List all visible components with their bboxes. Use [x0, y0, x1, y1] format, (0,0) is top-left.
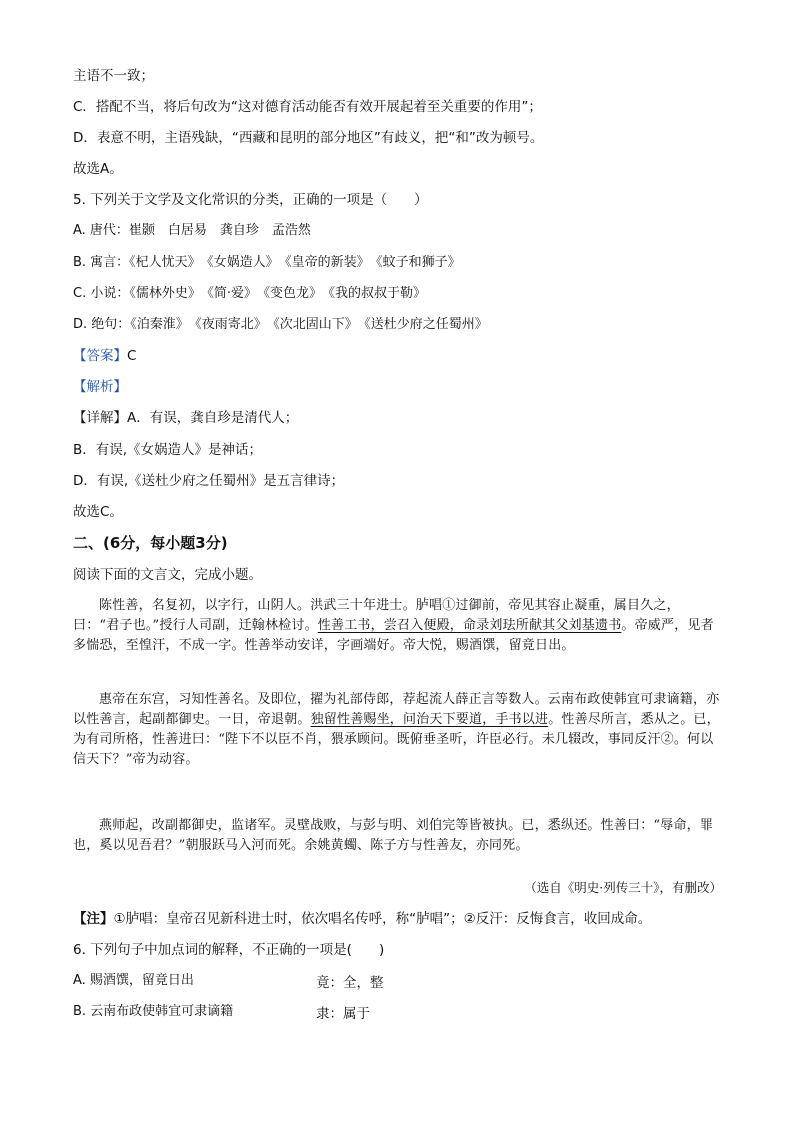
detail-line: D．有误,《送杜少府之任蜀州》是五言律诗； [73, 473, 345, 489]
passage-paragraph-3: 燕师起，改副都御史，监诸军。灵壁战败，与彭与明、刘伯完等皆被执。已，悉纵还。性善曰：“辱命，罪也，奚以见吾君？”朝服跃马入河而死。余姚黄蠋、陈子方与性善友，亦同死。 [73, 818, 714, 853]
answer-value: C [127, 348, 137, 364]
option-a: A. 唐代：崔颢 白居易 龚自珍 孟浩然 [73, 223, 311, 238]
analysis-tag: 【解析】 [73, 379, 127, 395]
note-tag: 【注】 [73, 911, 114, 927]
passage-source: （选自《明史·列传三十》，有删改） [524, 880, 722, 895]
passage-paragraph-1 [73, 596, 723, 656]
answer-tag: 【答案】 [73, 348, 127, 364]
detail-line: B．有误,《女娲造人》是神话； [73, 442, 263, 458]
answer-row [73, 346, 136, 366]
section-instruction: 阅读下面的文言文，完成小题。 [73, 567, 262, 583]
passage-text: 。帝威严，见者多惴恐，至惶汗，不成一字。性善举动安详，字画端好。帝大悦，赐酒馔，留竟日出。 [73, 618, 714, 653]
passage-text: 。性善尽所言，悉从之。已，为有司所格，性善进曰：“陛下不以臣不肖，猥承顾问。既俯垂圣听，许臣必行。未几辍改，事同反汗②。何以信天下？”帝为动容。 [73, 712, 720, 767]
underlined-sentence: 性善工书，尝召入便殿，命录刘珐所献其父刘基遗书 [317, 618, 622, 633]
option-d: D. 绝句：《泊秦淮》 《夜雨寄北》 《次北固山下》 《送杜少府之任蜀州》 [73, 317, 488, 332]
detail-line: 故选C。 [73, 504, 123, 520]
note-row [73, 909, 651, 929]
passage-text: 惠帝在东宫，习知性善名。及即位，擢为礼部侍郎，荐起流人薛正言等数人。云南布政使韩宜可隶谪籍，亦以性善言，起副都御史。一日，帝退朝。 [73, 692, 720, 727]
answer-line: 故选A。 [73, 161, 123, 177]
answer-line: D．表意不明，主语残缺，“西藏和昆明的部分地区”有歧义，把“和”改为顿号。 [73, 130, 544, 146]
option-b: B. 寓言：《杞人忧天》 《女娲造人》 《皇帝的新装》 《蚊子和狮子》 [73, 255, 461, 270]
underlined-sentence: 独留性善赐坐，问治天下要道，手书以进 [310, 712, 549, 727]
answer-line: C．搭配不当，将后句改为“这对德育活动能否有效开展起着至关重要的作用”； [73, 99, 542, 115]
question-5-stem: 5. 下列关于文学及文化常识的分类，正确的一项是（ ） [73, 192, 428, 208]
answer-line: 主语不一致； [73, 68, 154, 84]
option-a-gloss: 竟：全，整 [316, 975, 384, 991]
note-text: ①胪唱：皇帝召见新科进士时，依次唱名传呼，称“胪唱”；②反汗：反悔食言，收回成命。 [113, 911, 652, 927]
passage-text: 陈性善，名复初，以字行，山阴人。洪武三十年进士。胪唱①过御前，帝见其容止凝重，属目久之，曰：“君子也。”授行人司副，迁翰林检讨。 [73, 598, 680, 633]
analysis-row [73, 377, 127, 397]
detail-tag: 【详解】 [73, 410, 127, 426]
section-heading: 二、(6分，每小题3分) [73, 534, 228, 552]
option-a: A. 赐酒馔，留竟日出 [73, 973, 194, 988]
passage-paragraph-2 [73, 690, 723, 770]
option-b-gloss: 隶：属于 [316, 1006, 370, 1022]
option-c: C. 小说：《儒林外史》 《简·爱》 《变色龙》 《我的叔叔于勒》 [73, 286, 426, 301]
option-b: B. 云南布政使韩宜可隶谪籍 [73, 1004, 234, 1019]
detail-line: A．有误，龚自珍是清代人； [127, 410, 299, 426]
question-6-stem: 6. 下列句子中加点词的解释，不正确的一项是( ) [73, 942, 385, 958]
detail-row [73, 408, 298, 428]
